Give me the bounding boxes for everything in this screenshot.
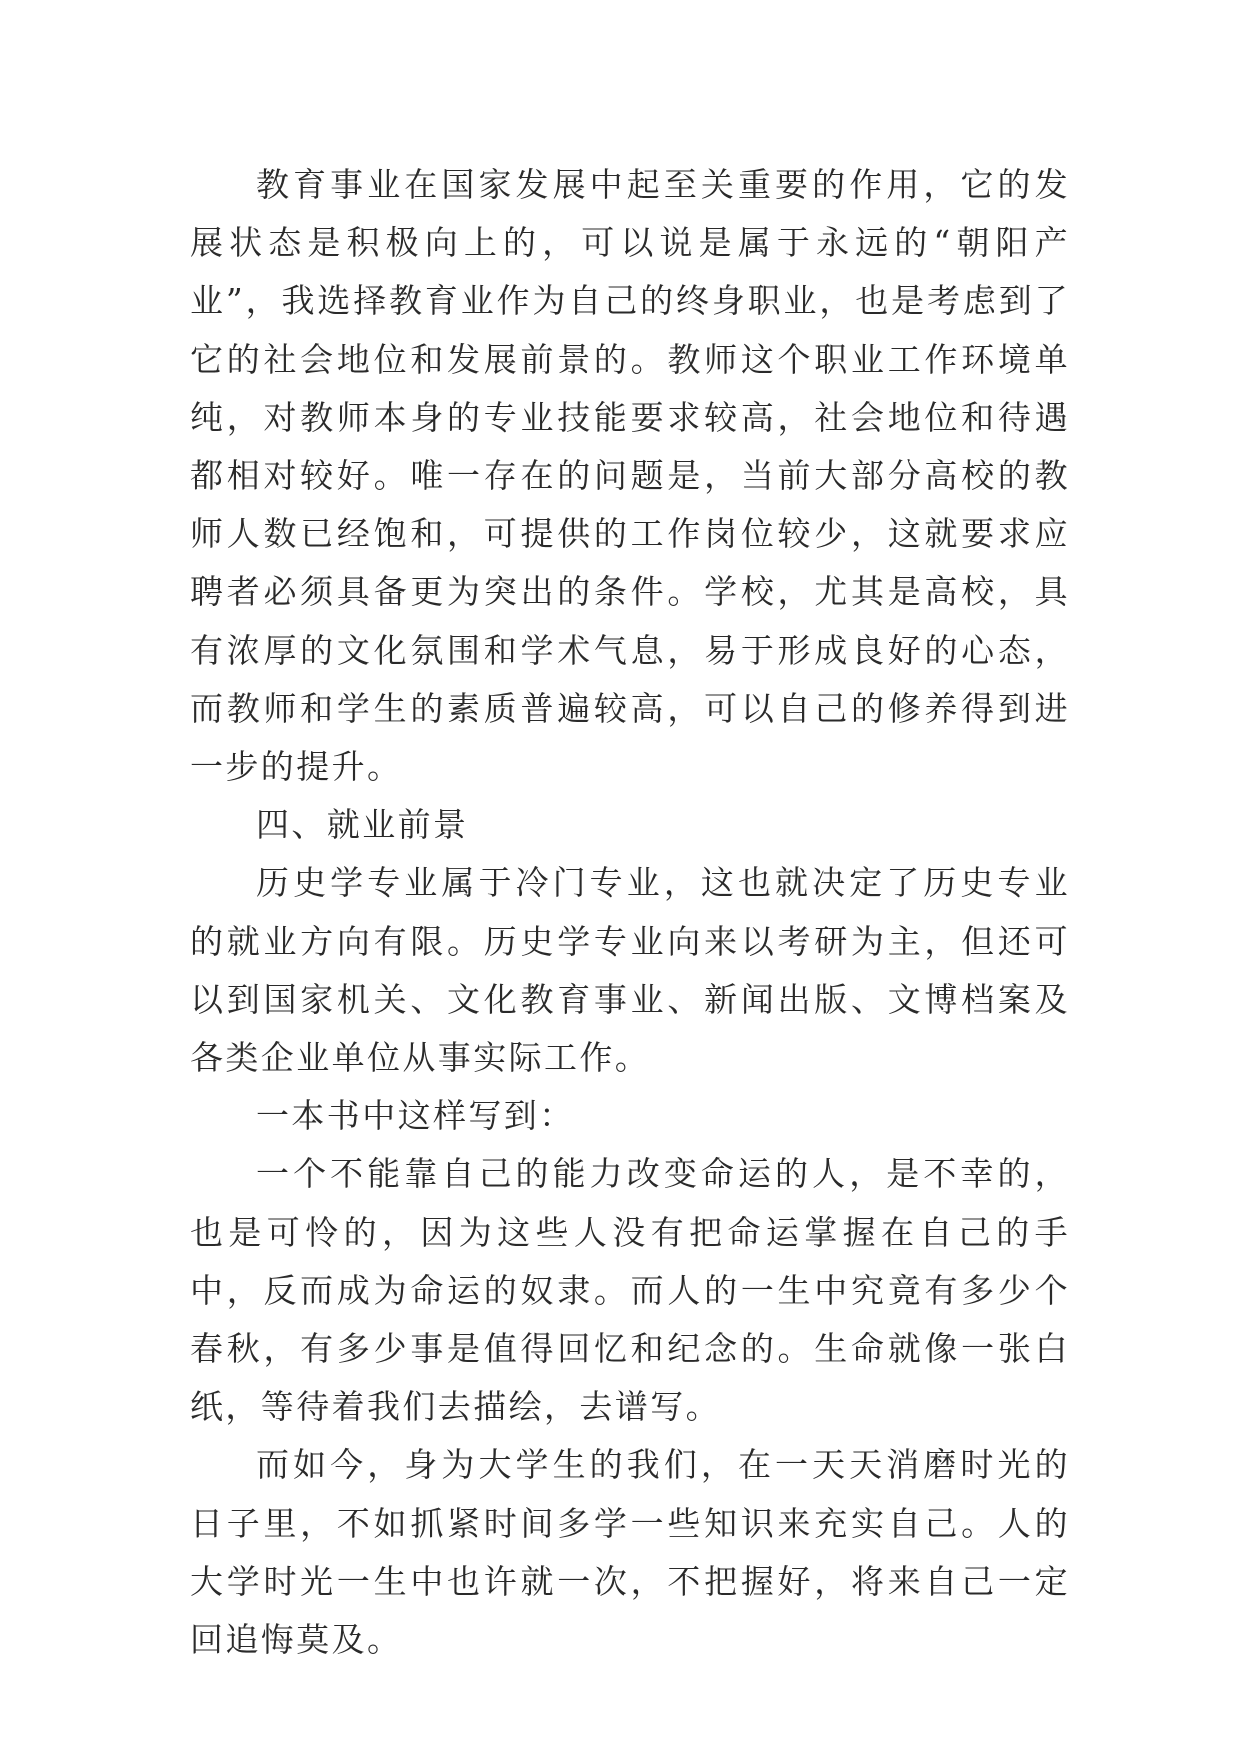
paragraph-book-quote-intro: 一本书中这样写到：: [256, 1096, 575, 1136]
paragraph-fate: 一个不能靠自己的能力改变命运的人，是不幸的，也是可怜的，因为这些人没有把命运掌握在自己的手中，反而成为命运的奴隶。而人的一生中究竟有多少个春秋，有多少事是值得回忆和纪念的。生命就像一张白纸，等待着我们去描绘，去谱写。: [190, 1154, 1070, 1427]
paragraph-history-major: 历史学专业属于冷门专业，这也就决定了历史专业的就业方向有限。历史学专业向来以考研为主，但还可以到国家机关、文化教育事业、新闻出版、文博档案及各类企业单位从事实际工作。: [190, 863, 1070, 1078]
paragraph-education-career: 教育事业在国家发展中起至关重要的作用，它的发展状态是积极向上的，可以说是属于永远的“朝阳产业”，我选择教育业作为自己的终身职业，也是考虑到了它的社会地位和发展前景的。教师这个职业工作环境单纯，对教师本身的专业技能要求较高，社会地位和待遇都相对较好。唯一存在的问题是，当前大部分高校的教师人数已经饱和，可提供的工作岗位较少，这就要求应聘者必须具备更为突出的条件。学校，尤其是高校，具有浓厚的文化氛围和学术气息，易于形成良好的心态，而教师和学生的素质普遍较高，可以自己的修养得到进一步的提升。: [190, 165, 1070, 787]
section-heading-employment-prospects: 四、就业前景: [256, 805, 469, 845]
document-body: [190, 156, 1070, 1669]
paragraph-university-time: 而如今，身为大学生的我们，在一天天消磨时光的日子里，不如抓紧时间多学一些知识来充实自己。人的大学时光一生中也许就一次，不把握好，将来自己一定回追悔莫及。: [190, 1445, 1070, 1660]
